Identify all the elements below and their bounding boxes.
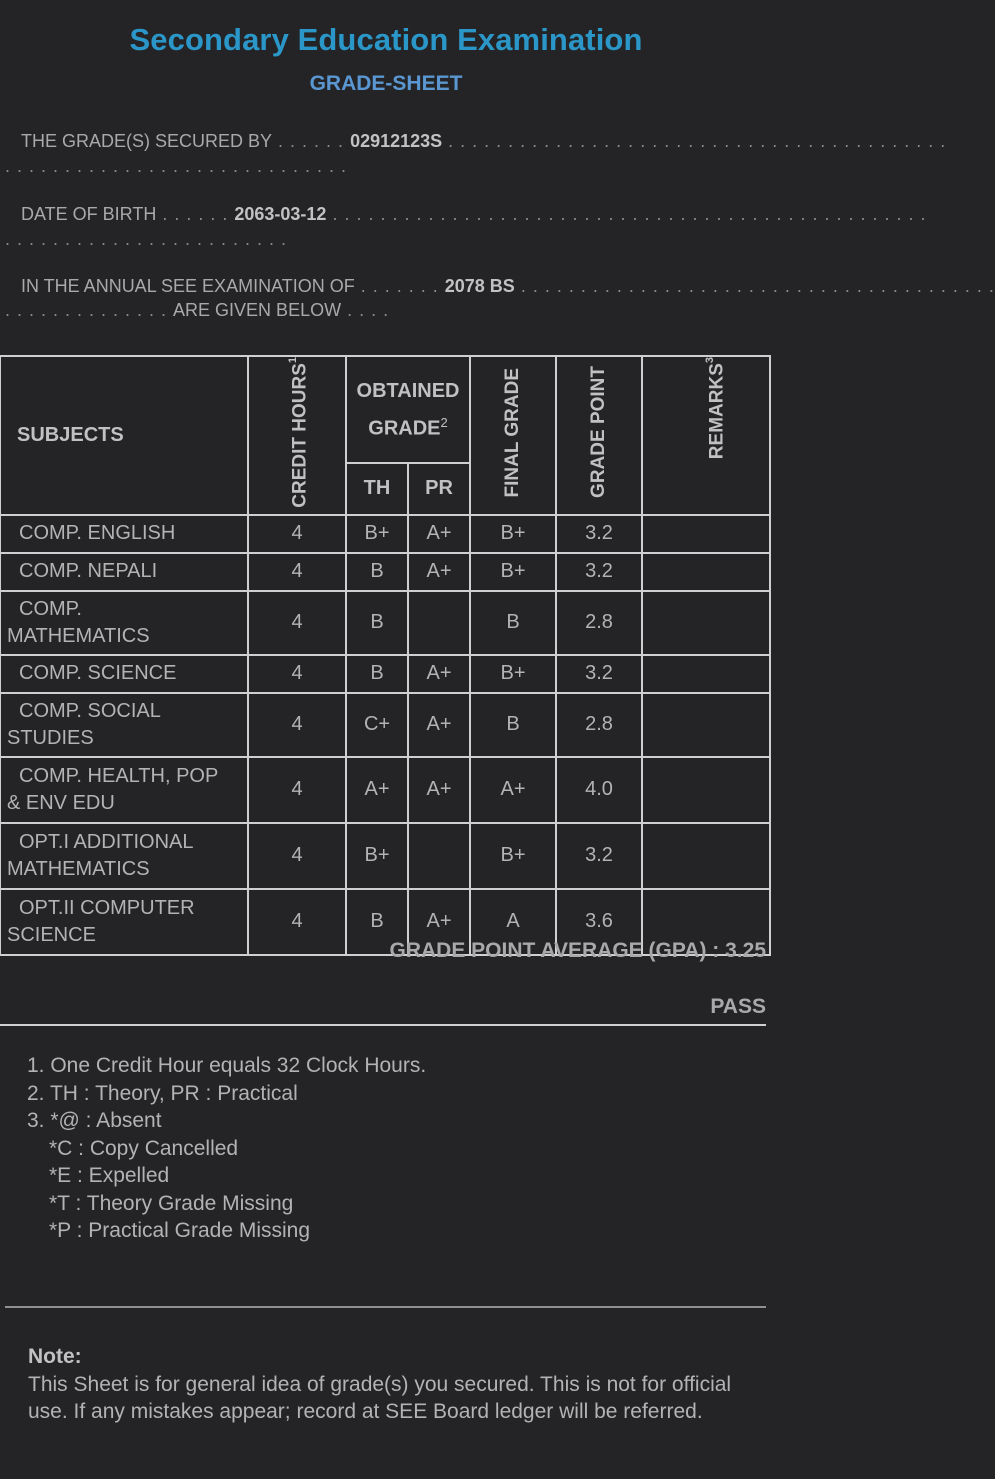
final-grade-cell: B+ (470, 515, 556, 553)
subject-cell: OPT.II COMPUTER SCIENCE (0, 889, 248, 955)
dob-line: DATE OF BIRTH . . . . . . 2063-03-12 . . . . . . . . . . . . . . . . . . . . . . . . . . . . . . . . . . . . . . . . . . . . . . . . . . (21, 204, 927, 224)
final-grade-cell: B+ (470, 655, 556, 693)
pr-cell (408, 823, 470, 889)
exam-label: IN THE ANNUAL SEE EXAMINATION OF (21, 276, 355, 296)
final-grade-cell: B (470, 693, 556, 757)
grade-point-cell: 3.6 (556, 889, 642, 955)
credit-cell: 4 (248, 693, 346, 757)
th-cell: B+ (346, 515, 408, 553)
header-grade-point: GRADE POINT (556, 356, 642, 515)
remarks-cell (642, 757, 770, 823)
th-cell: B (346, 591, 408, 655)
header-remarks: REMARKS$^3$ (642, 356, 770, 515)
note-body: This Sheet is for general idea of grade(s) you secured. This is not for official use. If any mistakes appear; record at SEE Board ledger will be referred. (28, 1372, 732, 1423)
grade-point-cell: 3.2 (556, 823, 642, 889)
table-row (0, 693, 770, 757)
header-subjects: SUBJECTS (0, 356, 248, 515)
legend-item: *P : Practical Grade Missing (49, 1219, 311, 1242)
header-credit-hours: CREDIT HOURS$^1$ (248, 356, 346, 515)
result-status: PASS (710, 995, 766, 1018)
grade-point-cell: 4.0 (556, 757, 642, 823)
dob-label: DATE OF BIRTH (21, 204, 157, 224)
pr-cell: A+ (408, 757, 470, 823)
final-grade-cell: A+ (470, 757, 556, 823)
pr-cell: A+ (408, 693, 470, 757)
credit-cell: 4 (248, 553, 346, 591)
secured-by-label: THE GRADE(S) SECURED BY (21, 131, 273, 151)
subject-cell: COMP. MATHEMATICS (0, 591, 248, 655)
remarks-cell (642, 693, 770, 757)
header-th: TH (346, 463, 408, 515)
table-row (0, 591, 770, 655)
table-row (0, 655, 770, 693)
pr-cell: A+ (408, 889, 470, 955)
grade-point-cell: 3.2 (556, 655, 642, 693)
secured-by-line: THE GRADE(S) SECURED BY . . . . . . 02912123S . . . . . . . . . . . . . . . . . . . . . . . . . . . . . . . . . . . . . . . . . . (21, 131, 947, 151)
divider (5, 1306, 766, 1308)
grade-point-cell: 2.8 (556, 591, 642, 655)
given-below-line: . . . . . . . . . . . . . . ARE GIVEN BELOW . . . . (5, 300, 390, 320)
remarks-cell (642, 823, 770, 889)
grade-point-cell: 3.2 (556, 515, 642, 553)
final-grade-cell: B (470, 591, 556, 655)
final-grade-cell: B+ (470, 553, 556, 591)
remarks-cell (642, 655, 770, 693)
final-grade-cell: B+ (470, 823, 556, 889)
gpa-label: GRADE POINT AVERAGE (GPA) : (389, 939, 720, 962)
gpa-line (389, 939, 766, 963)
grade-table (0, 355, 771, 956)
header-final-grade: FINAL GRADE (470, 356, 556, 515)
credit-cell: 4 (248, 655, 346, 693)
dob-dots: . . . . . . . . . . . . . . . . . . . . . . . . (5, 229, 288, 249)
th-cell: C+ (346, 693, 408, 757)
grade-point-cell: 3.2 (556, 553, 642, 591)
subject-cell: COMP. SOCIAL STUDIES (0, 693, 248, 757)
page-subtitle: GRADE-SHEET (309, 72, 463, 95)
pr-cell: A+ (408, 553, 470, 591)
table-row (0, 553, 770, 591)
th-cell: B (346, 889, 408, 955)
remarks-cell (642, 553, 770, 591)
table-row (0, 757, 770, 823)
given-below-label: ARE GIVEN BELOW (173, 300, 342, 320)
subject-cell: COMP. HEALTH, POP & ENV EDU (0, 757, 248, 823)
subject-cell: OPT.I ADDITIONAL MATHEMATICS (0, 823, 248, 889)
th-cell: B (346, 655, 408, 693)
credit-cell: 4 (248, 591, 346, 655)
subject-cell: COMP. SCIENCE (0, 655, 248, 693)
subject-cell: COMP. NEPALI (0, 553, 248, 591)
legend-item: *E : Expelled (49, 1164, 170, 1187)
table-row (0, 515, 770, 553)
header-obtained-grade: OBTAINED GRADE$^2$ (346, 356, 470, 463)
remarks-cell (642, 591, 770, 655)
note (28, 1343, 758, 1426)
gpa-value: 3.25 (725, 939, 766, 962)
exam-value: 2078 BS (444, 276, 515, 296)
subject-cell: COMP. ENGLISH (0, 515, 248, 553)
credit-cell: 4 (248, 889, 346, 955)
legend-item: *C : Copy Cancelled (49, 1136, 239, 1160)
secured-by-dots: . . . . . . . . . . . . . . . . . . . . . . . . . . . . . (5, 156, 348, 176)
credit-cell: 4 (248, 515, 346, 553)
credit-cell: 4 (248, 757, 346, 823)
th-cell: B+ (346, 823, 408, 889)
remarks-cell (642, 515, 770, 553)
legend-item: *T : Theory Grade Missing (49, 1191, 294, 1215)
th-cell: B (346, 553, 408, 591)
exam-line: IN THE ANNUAL SEE EXAMINATION OF . . . . . . . 2078 BS . . . . . . . . . . . . . . . . . . . . . . . . . . . . . . . . . . . . . . . . (21, 276, 995, 296)
legend (27, 1052, 426, 1245)
table-row (0, 823, 770, 889)
header-pr: PR (408, 463, 470, 515)
th-cell: A+ (346, 757, 408, 823)
pr-cell: A+ (408, 655, 470, 693)
divider (0, 1024, 766, 1026)
page-title: Secondary Education Examination (129, 22, 643, 57)
pr-cell: A+ (408, 515, 470, 553)
credit-cell: 4 (248, 823, 346, 889)
legend-item: 1. One Credit Hour equals 32 Clock Hours. (27, 1054, 427, 1077)
legend-item: 3. *@ : Absent (27, 1109, 162, 1132)
grade-point-cell: 2.8 (556, 693, 642, 757)
final-grade-cell: A (470, 889, 556, 955)
dob-value: 2063-03-12 (234, 204, 327, 224)
note-heading: Note: (28, 1345, 82, 1368)
pr-cell (408, 591, 470, 655)
secured-by-value: 02912123S (350, 131, 443, 151)
legend-item: 2. TH : Theory, PR : Practical (27, 1081, 298, 1105)
